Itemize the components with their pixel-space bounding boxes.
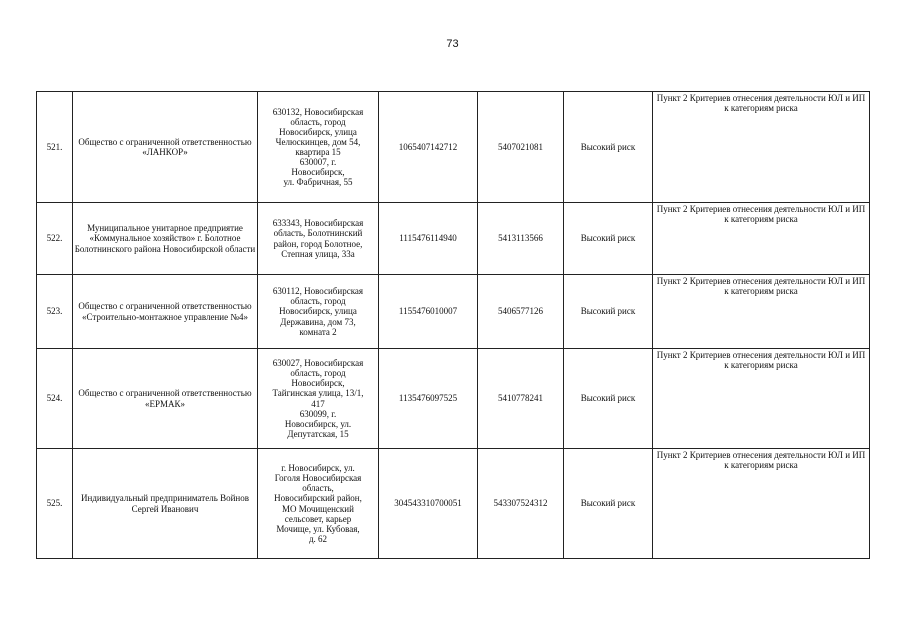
- criteria: Пункт 2 Критериев отнесения деятельности ЮЛ и ИП к категориям риска: [653, 449, 870, 559]
- ogrn: 1065407142712: [379, 92, 478, 203]
- table-row: [37, 449, 870, 559]
- ogrn: 1115476114940: [379, 203, 478, 275]
- address-line: Новосибирск, ул.: [284, 418, 352, 429]
- address-line: 633343, Новосибирская: [272, 218, 364, 229]
- address-line: 630112, Новосибирская: [272, 286, 364, 297]
- address-line: МО Мочищенский: [282, 503, 354, 514]
- address-line: 417: [311, 398, 325, 409]
- organization-name: Общество с ограниченной ответственностью «ЛАНКОР»: [73, 92, 258, 203]
- organization-name: Муниципальное унитарное предприятие «Коммунальное хозяйство» г. Болотное Болотнинского района Новосибирской области: [73, 203, 258, 275]
- risk-category: Высокий риск: [564, 349, 653, 449]
- organization-name: Общество с ограниченной ответственностью «ЕРМАК»: [73, 349, 258, 449]
- organization-name: Общество с ограниченной ответственностью «Строительно-монтажное управление №4»: [73, 275, 258, 349]
- address-line: квартира 15: [295, 147, 341, 157]
- address-line: район, город Болотное,: [273, 238, 363, 249]
- criteria: Пункт 2 Критериев отнесения деятельности ЮЛ и ИП к категориям риска: [653, 203, 870, 275]
- address-line: Челюскинцев, дом 54,: [275, 136, 361, 147]
- address-line: г. Новосибирск, ул.: [281, 463, 355, 474]
- inn: 5406577126: [478, 275, 564, 349]
- address-line: 630007, г.: [299, 157, 337, 168]
- row-number: 524.: [37, 349, 73, 449]
- address-line: Мочище, ул. Кубовая,: [276, 523, 360, 534]
- inn: 543307524312: [478, 449, 564, 559]
- address-line: 630132, Новосибирская: [272, 106, 364, 117]
- row-number: 521.: [37, 92, 73, 203]
- table-row: [37, 275, 870, 349]
- row-number: 525.: [37, 449, 73, 559]
- address-line: область, город: [290, 368, 346, 379]
- address-line: комната 2: [299, 326, 337, 337]
- address-line: Тайгинская улица, 13/1,: [272, 388, 364, 399]
- inn: 5413113566: [478, 203, 564, 275]
- criteria: Пункт 2 Критериев отнесения деятельности ЮЛ и ИП к категориям риска: [653, 275, 870, 349]
- address-line: область,: [302, 483, 334, 494]
- address-line: сельсовет, карьер: [284, 513, 352, 524]
- row-number: 523.: [37, 275, 73, 349]
- risk-category: Высокий риск: [564, 449, 653, 559]
- ogrn: 1155476010007: [379, 275, 478, 349]
- address: [258, 275, 379, 349]
- address-line: Новосибирск, улица: [279, 126, 357, 137]
- criteria: Пункт 2 Критериев отнесения деятельности ЮЛ и ИП к категориям риска: [653, 92, 870, 203]
- ogrn: 304543310700051: [379, 449, 478, 559]
- organization-name: Индивидуальный предприниматель Войнов Сергей Иванович: [73, 449, 258, 559]
- risk-category: Высокий риск: [564, 203, 653, 275]
- address: [258, 92, 379, 203]
- address: [258, 349, 379, 449]
- address-line: Новосибирск, улица: [279, 306, 357, 317]
- criteria: Пункт 2 Критериев отнесения деятельности ЮЛ и ИП к категориям риска: [653, 349, 870, 449]
- address-line: Степная улица, 33а: [281, 248, 355, 259]
- address-line: 630027, Новосибирская: [272, 358, 364, 369]
- address-line: Депутатская, 15: [287, 428, 349, 439]
- address-line: область, город: [290, 296, 346, 307]
- address-line: 630099, г.: [299, 408, 337, 419]
- risk-category: Высокий риск: [564, 275, 653, 349]
- ogrn: 1135476097525: [379, 349, 478, 449]
- row-number: 522.: [37, 203, 73, 275]
- address-line: область, город: [290, 116, 346, 127]
- address-line: Новосибирский район,: [274, 493, 362, 504]
- address-line: область, Болотнинский: [273, 228, 363, 239]
- risk-category: Высокий риск: [564, 92, 653, 203]
- address: [258, 203, 379, 275]
- address-line: Державина, дом 73,: [280, 316, 356, 327]
- address-line: д. 62: [308, 533, 328, 544]
- address-line: Гоголя Новосибирская: [274, 473, 362, 484]
- table-row: [37, 92, 870, 203]
- address-line: Новосибирск,: [291, 167, 345, 178]
- registry-table: [36, 91, 870, 559]
- inn: 5410778241: [478, 349, 564, 449]
- inn: 5407021081: [478, 92, 564, 203]
- table-row: [37, 349, 870, 449]
- address: [258, 449, 379, 559]
- page-number: 73: [446, 38, 459, 50]
- address-line: Новосибирск,: [291, 378, 345, 389]
- address-line: ул. Фабричная, 55: [283, 177, 353, 188]
- table-row: [37, 203, 870, 275]
